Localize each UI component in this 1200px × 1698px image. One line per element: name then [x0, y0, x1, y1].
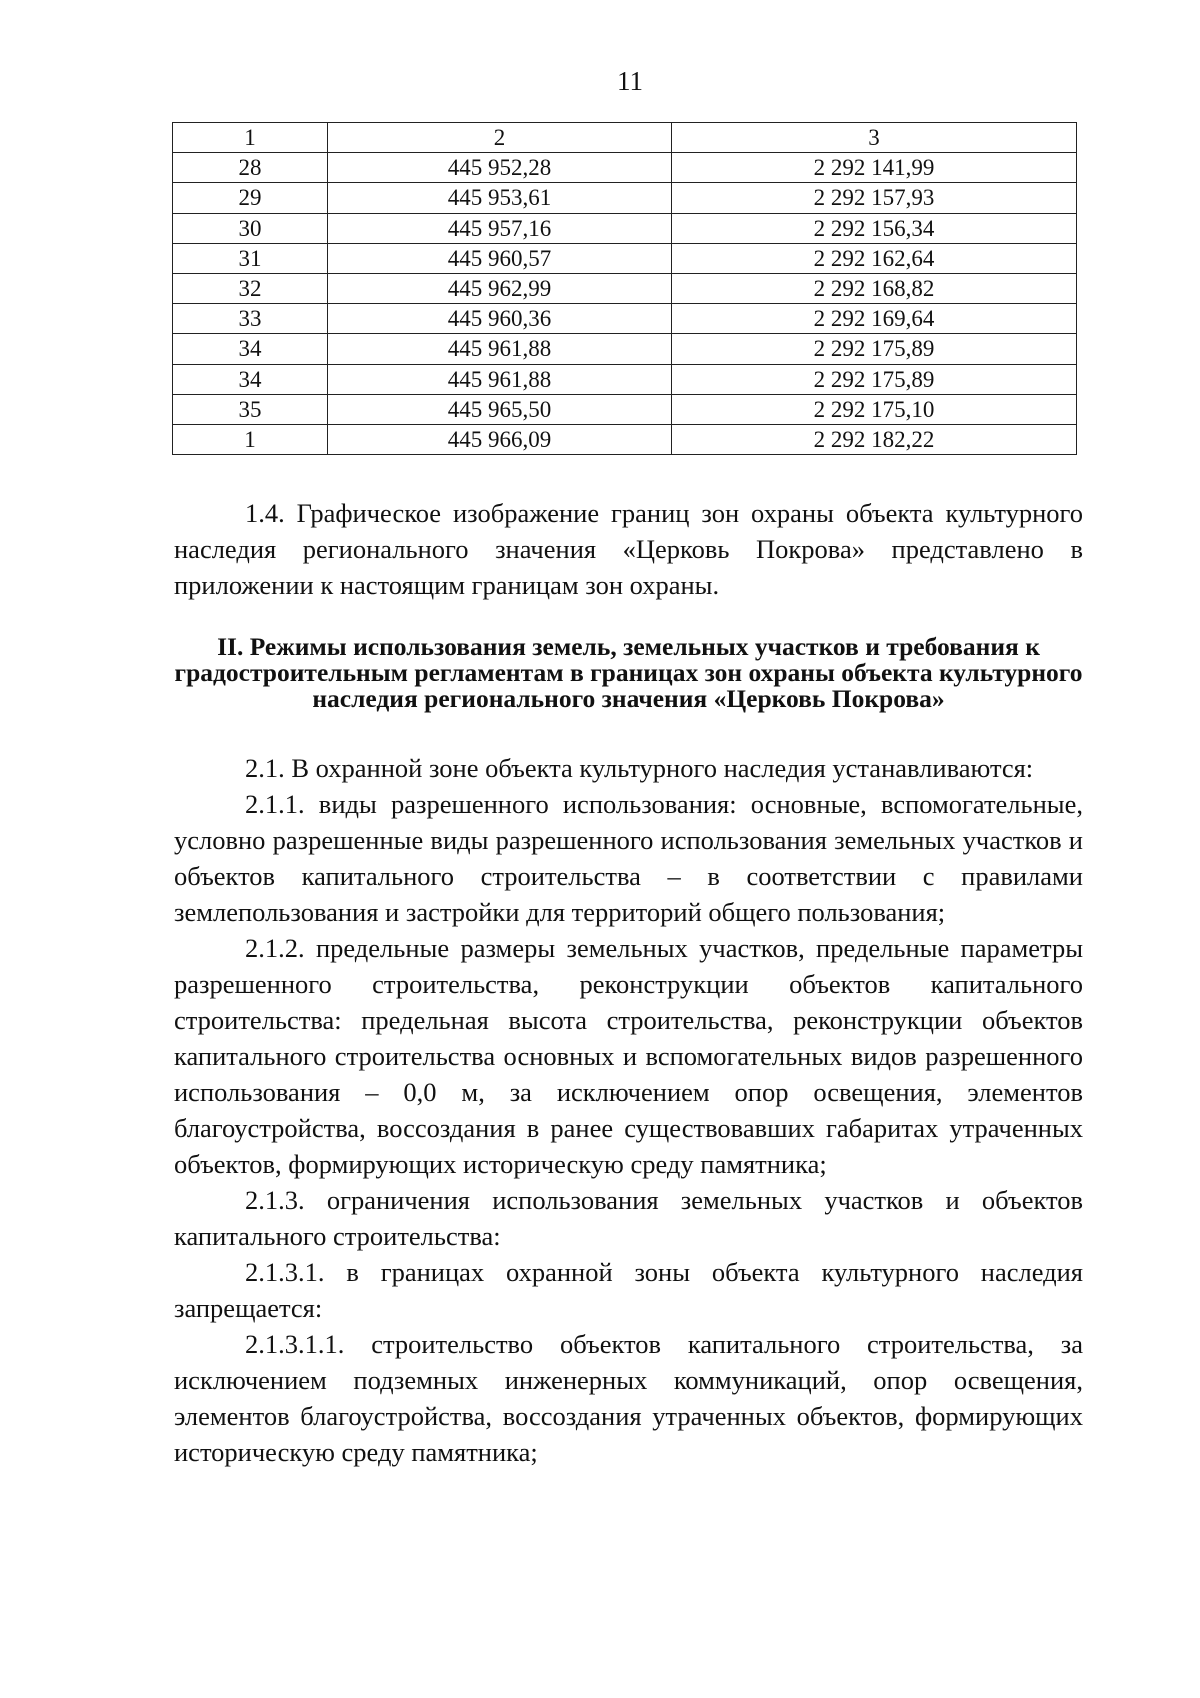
- x-coordinate: 445 961,88: [328, 334, 672, 364]
- paragraph-2-1-2: 2.1.2. предельные размеры земельных участков, предельные параметры разрешенного строительства, реконструкции объектов капитального строительства: предельная высота строительства, реконструкции объектов капитального строительства основных и вспомогательных видов разрешенного использования – 0,0 м, за исключением опор освещения, элементов благоустройства, воссоздания в ранее существовавших габаритах утраченных объектов, формирующих историческую среду памятника;: [174, 933, 1083, 1179]
- paragraph-2-1: 2.1. В охранной зоне объекта культурного наследия устанавливаются:: [245, 753, 1034, 783]
- paragraph-2-1-3-1-1: 2.1.3.1.1. строительство объектов капитального строительства, за исключением подземных инженерных коммуникаций, опор освещения, элементов благоустройства, воссоздания утраченных объектов, формирующих историческую среду памятника;: [174, 1329, 1083, 1467]
- point-number: 31: [173, 243, 328, 273]
- table-header-cell: 3: [672, 123, 1077, 153]
- point-number: 32: [173, 273, 328, 303]
- paragraph-1-4: 1.4. Графическое изображение границ зон охраны объекта культурного наследия регионального значения «Церковь Покрова» представлено в приложении к настоящим границам зон охраны.: [174, 498, 1083, 600]
- paragraph-2-1-1: 2.1.1. виды разрешенного использования: основные, вспомогательные, условно разрешенные виды разрешенного использования земельных участков и объектов капитального строительства – в соответствии с правилами землепользования и застройки для территорий общего пользования;: [174, 789, 1083, 927]
- table-row: [173, 304, 1077, 334]
- x-coordinate: 445 960,57: [328, 243, 672, 273]
- table-row: [173, 183, 1077, 213]
- x-coordinate: 445 962,99: [328, 273, 672, 303]
- table-header-cell: 2: [328, 123, 672, 153]
- x-coordinate: 445 957,16: [328, 213, 672, 243]
- point-number: 1: [173, 424, 328, 454]
- table-row: [173, 153, 1077, 183]
- table-header-cell: 1: [173, 123, 328, 153]
- table-row: [173, 364, 1077, 394]
- y-coordinate: 2 292 141,99: [672, 153, 1077, 183]
- paragraph-2-1-3: 2.1.3. ограничения использования земельных участков и объектов капитального строительства:: [174, 1185, 1083, 1251]
- table-row: [173, 273, 1077, 303]
- y-coordinate: 2 292 168,82: [672, 273, 1077, 303]
- table-row: [173, 424, 1077, 454]
- y-coordinate: 2 292 157,93: [672, 183, 1077, 213]
- x-coordinate: 445 966,09: [328, 424, 672, 454]
- x-coordinate: 445 961,88: [328, 364, 672, 394]
- x-coordinate: 445 953,61: [328, 183, 672, 213]
- point-number: 34: [173, 364, 328, 394]
- paragraph-2-1-3-1: 2.1.3.1. в границах охранной зоны объекта культурного наследия запрещается:: [174, 1257, 1083, 1323]
- table-row: [173, 213, 1077, 243]
- y-coordinate: 2 292 175,10: [672, 394, 1077, 424]
- point-number: 33: [173, 304, 328, 334]
- table-row: [173, 334, 1077, 364]
- y-coordinate: 2 292 175,89: [672, 364, 1077, 394]
- y-coordinate: 2 292 156,34: [672, 213, 1077, 243]
- y-coordinate: 2 292 175,89: [672, 334, 1077, 364]
- y-coordinate: 2 292 182,22: [672, 424, 1077, 454]
- y-coordinate: 2 292 162,64: [672, 243, 1077, 273]
- point-number: 30: [173, 213, 328, 243]
- page-number: 11: [617, 66, 643, 96]
- point-number: 28: [173, 153, 328, 183]
- point-number: 29: [173, 183, 328, 213]
- y-coordinate: 2 292 169,64: [672, 304, 1077, 334]
- x-coordinate: 445 952,28: [328, 153, 672, 183]
- section-1-4: [174, 495, 1083, 603]
- coordinates-table: [172, 122, 1077, 455]
- table-row: [173, 243, 1077, 273]
- point-number: 34: [173, 334, 328, 364]
- table-row: [173, 394, 1077, 424]
- point-number: 35: [173, 394, 328, 424]
- x-coordinate: 445 965,50: [328, 394, 672, 424]
- table-header-row: [173, 123, 1077, 153]
- x-coordinate: 445 960,36: [328, 304, 672, 334]
- section-2-body: [174, 750, 1083, 1470]
- section-2-heading: II. Режимы использования земель, земельных участков и требования к градостроительным регламентам в границах зон охраны объекта культурного наследия регионального значения «Церковь Покрова»: [174, 632, 1083, 713]
